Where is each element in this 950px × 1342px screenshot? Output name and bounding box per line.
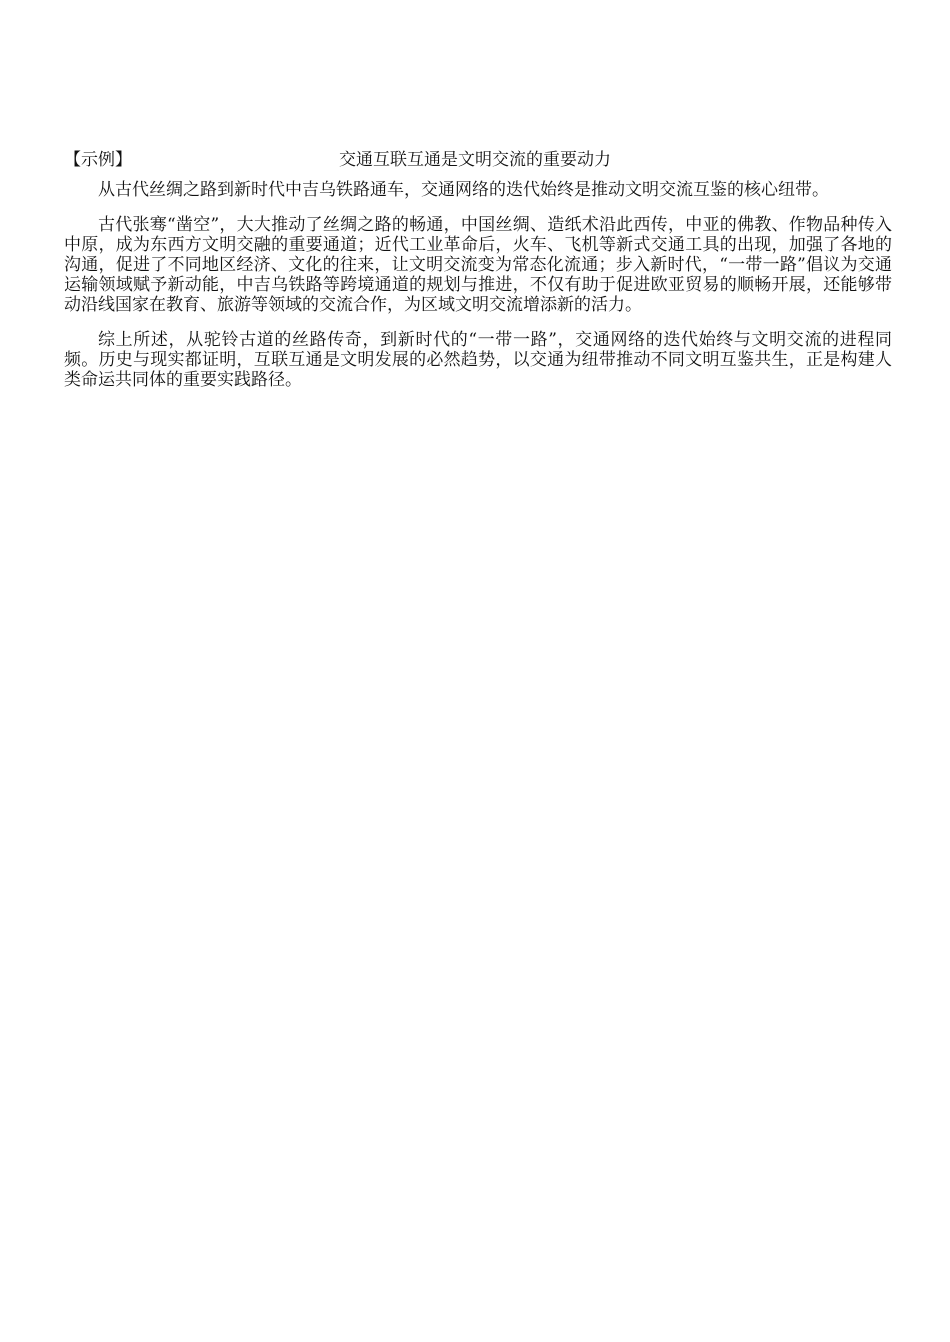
- title-row: [64, 150, 892, 172]
- document-body: [64, 150, 892, 405]
- essay-title: 交通互联互通是文明交流的重要动力: [339, 150, 611, 170]
- paragraph-intro: 从古代丝绸之路到新时代中吉乌铁路通车，交通网络的迭代始终是推动文明交流互鉴的核心纽带。: [98, 180, 829, 200]
- paragraph-conclusion: 综上所述，从驼铃古道的丝路传奇，到新时代的“一带一路”，交通网络的迭代始终与文明交流的进程同频。历史与现实都证明，互联互通是文明发展的必然趋势，以交通为纽带推动不同文明互鉴共生，正是构建人类命运共同体的重要实践路径。: [64, 330, 892, 390]
- example-label: 【示例】: [64, 150, 132, 170]
- paragraph-body: 古代张骞“凿空”，大大推动了丝绸之路的畅通，中国丝绸、造纸术沿此西传，中亚的佛教、作物品种传入中原，成为东西方文明交融的重要通道；近代工业革命后，火车、飞机等新式交通工具的出现，加强了各地的沟通，促进了不同地区经济、文化的往来，让文明交流变为常态化流通；步入新时代，“一带一路”倡议为交通运输领域赋予新动能，中吉乌铁路等跨境通道的规划与推进，不仅有助于促进欧亚贸易的顺畅开展，还能够带动沿线国家在教育、旅游等领域的交流合作，为区域文明交流增添新的活力。: [64, 215, 892, 315]
